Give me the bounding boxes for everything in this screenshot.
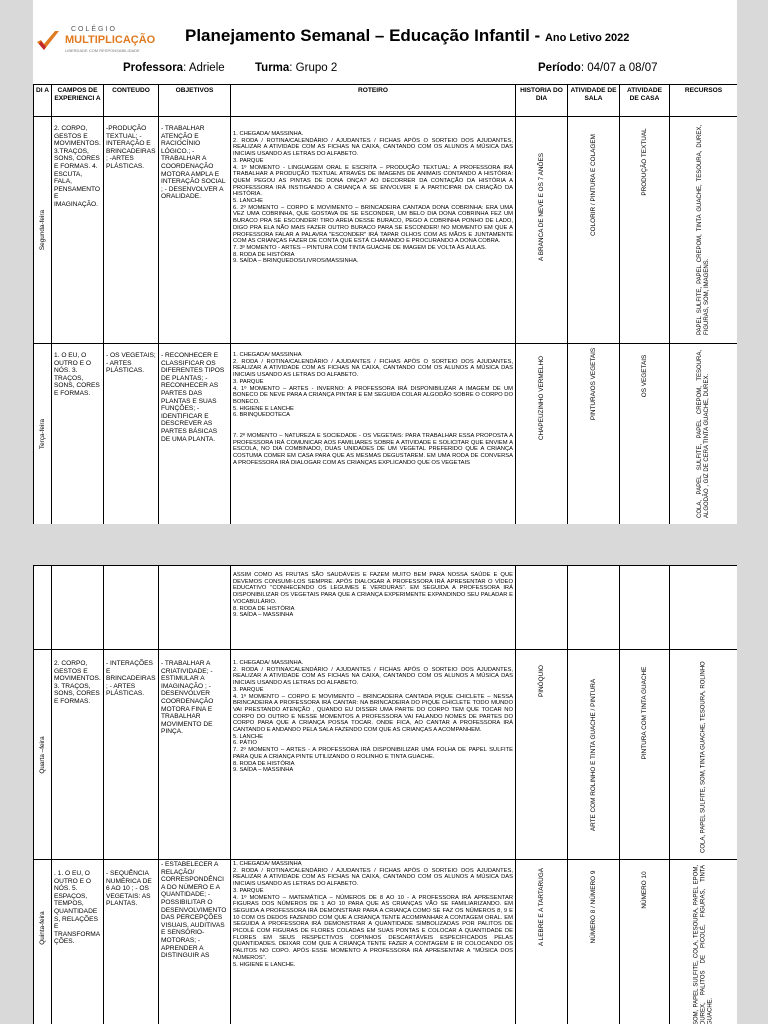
document-page-1 <box>33 0 737 524</box>
roteiro-line: 8. RODA DE HISTÓRIA <box>233 251 295 258</box>
recursos-text: COLA, PAPEL SULFITE, SOM, TINTA GUACHE, TESOURA, ROLINHO <box>700 660 706 853</box>
period-label: Período <box>538 62 581 74</box>
teacher-field <box>123 62 225 74</box>
empty-cell <box>516 566 568 650</box>
roteiro-cell <box>231 566 516 650</box>
casa-cell <box>620 344 670 525</box>
historia-text: CHAPEUZINHO VERMELHO <box>537 355 545 441</box>
roteiro-line: 2. RODA / ROTINA/CALENDÁRIO / AJUDANTES / FICHAS APÓS O SORTEIO DOS AJUDANTES, REALIZAR A ATIVIDADE COM AS FICHAS NA CAIXA, CANTANDO COM OS ALUNOS A MÚSICA DAS INICIAIS USANDO AS LETRAS DO ALFABETO. <box>233 666 513 687</box>
roteiro-line: 5. LANCHE <box>233 733 263 740</box>
plan-table-page-1 <box>33 84 737 524</box>
roteiro-line: 6. 2º MOMENTO – CORPO E MOVIMENTO – BRINCADEIRA CANTADA DONA COBRINHA: ERA UMA VEZ UMA COBRINHA, QUE GOSTAVA DE SE ESCONDER, UM BELO DIA DONA COBRINHA FEZ UM BURACO PRA SE ESCONDER! TIRO AREIA DESSE BURACO, PEGO A COBRINHA PONHO DE LADO, DIGO PRA ELA NÃO MAIS FAZER OUTRO BURACO PARA SE ESCONDER! NO MOMENTO EM QUE A PROFESSORA FALAR A PALAVRA "ESCONDER" IRÁ TAPAR OLHOS COM AS MÃOS E JUNTAMENTE COM AS CRIANÇAS FAZER DE CONTA QUE ESTÁ CHAMANDO E PROCURANDO A DONA COBRA. <box>233 204 513 245</box>
table-row-segunda <box>34 117 738 344</box>
logo-name: MULTIPLICAÇÃO <box>65 34 156 46</box>
conteudo-cell: - INTERAÇÕES E BRINCADEIRAS; - ARTES PLÁSTICAS. <box>104 650 159 860</box>
recursos-cell <box>670 860 738 1024</box>
sala-cell <box>568 650 620 860</box>
recursos-cell <box>670 344 738 525</box>
table-header-row <box>34 85 738 117</box>
historia-cell <box>516 117 568 344</box>
roteiro-cell <box>231 344 516 525</box>
roteiro-line: 4. 1º MOMENTO – ARTES - INVERNO: A PROFESSORA IRÁ DISPONIBILIZAR A IMAGEM DE UM BONECO DE NEVE PARA A CRIANÇA PINTAR E EM SEGUIDA COLAR ALGODÃO SOBRE O CORPO DO BONECO. <box>233 385 513 405</box>
roteiro-line: 5. HIGIENE E LANCHE. <box>233 961 296 968</box>
casa-text: OS VEGETAIS <box>640 355 648 398</box>
period-value: : 04/07 a 08/07 <box>580 62 658 74</box>
col-header: ATIVIDADE DE SALA <box>568 85 620 117</box>
roteiro-line: 9. SAÍDA – MASSINHA <box>233 612 294 619</box>
table-row-terca-continued <box>34 566 738 650</box>
roteiro-line: 6. PÁTIO <box>233 740 257 747</box>
recursos-text: COLA, PAPEL SULFITE, PAPEL CREPOM, TESOURA, ALGODÃO , GIZ DE CERA TINTA GUACHE, DUREX. <box>696 350 710 518</box>
day-cell <box>34 860 52 1024</box>
recursos-cell <box>670 117 738 344</box>
empty-cell <box>670 566 738 650</box>
col-header: OBJETIVOS <box>159 85 231 117</box>
roteiro-line: 4. 1º MOMENTO – MATEMÁTICA – NÚMEROS DE 8 AO 10 - A PROFESSORA IRÁ APRESENTAR FIGURAS DOS NÚMEROS DE 1 AO 10 PARA QUE AS CRIANÇAS VÃO SE FAMILIARIZANDO. EM SEGUIDA A PROFESSORA IRÁ DEMONSTRAR PARA A CRIANÇA COMO SE FAZ OS NÚMEROS 8, 9 E 10 COM OS DEDOS FAZENDO COM QUE A CRIANÇA TENTE ACOMPANHAR A CONTAGEM ORAL. EM SEGUIDA A PROFESSORA IRÁ DEMONSTRAR A QUANTIDADE SIMBOLIZADAS POR PALITOS DE PICOLÉ COM FIGURAS DE FLORES COLADAS EM SUAS PONTAS E COLOCAR A QUANTIDADE DE FLORES EM SEUS RESPECTIVOS COPINHOS DESCARTÁVEIS ESPECIFICADOS PELAS QUANTIDADES. DEIXAR COM QUE A CRIANÇA TENTE FAZER A CONTAGEM E IR COLOCANDO OS PALITOS NO COPO. APÓS ESSE MOMENTO A PROFESSORA IRÁ APRESENTAR A "MÚSICA DOS NÚMEROS". <box>233 894 513 961</box>
historia-cell <box>516 860 568 1024</box>
campos-cell: 2. CORPO, GESTOS E MOVIMENTOS. 3. TRAÇOS, SONS, CORES E FORMAS. <box>52 650 104 860</box>
roteiro-line: 3. PARQUE <box>233 887 264 894</box>
roteiro-line: 3. PARQUE <box>233 686 264 693</box>
class-name: : Grupo 2 <box>289 62 338 74</box>
roteiro-line: 8. RODA DE HISTÓRIA <box>233 605 295 612</box>
period-field <box>538 62 658 74</box>
casa-text: PRODUÇÃO TEXTUAL <box>640 128 648 196</box>
historia-text: PINÓQUIO <box>537 665 545 698</box>
day-label: Terça-feira <box>38 418 46 450</box>
recursos-text: PAPEL SULFITE, PAPEL CREPOM, TINTA GUACHE, TESOURA, DUREX, FIGURAS, SOM, IMAGENS. <box>696 125 710 335</box>
conteudo-cell: - OS VEGETAIS; - ARTES PLÁSTICAS. <box>104 344 159 525</box>
col-header: CAMPOS DE EXPERIENCI A <box>52 85 104 117</box>
roteiro-line: 8. RODA DE HISTÓRIA <box>233 760 295 767</box>
roteiro-line: 2. RODA / ROTINA/CALENDÁRIO / AJUDANTES / FICHAS APÓS O SORTEIO DOS AJUDANTES, REALIZAR A ATIVIDADE COM AS FICHAS NA CAIXA, CANTANDO COM OS ALUNOS A MÚSICA DAS INICIAIS USANDO AS LETRAS DO ALFABETO. <box>233 358 513 379</box>
historia-text: A BRANCA DE NEVE E OS 7 ANÕES <box>537 153 545 262</box>
day-cell <box>34 650 52 860</box>
roteiro-line: 7. 2º MOMENTO – NATUREZA E SOCIEDADE - OS VEGETAIS: PARA TRABALHAR ESSA PROPOSTA A PROFESSORA IRÁ COMUNICAR AOS FAMILIARES SOBRE A ATIVIDADE E SOLICITAR QUE ENVIEM A ESCOLA, NO DIA COMBINADO, DUAS UNIDADES DE UM VEGETAL PREFERIDO QUE A CRIANÇA COSTUMA COMER EM CASA PARA QUE AS MESMAS DEGUSTAREM. EM UMA RODA DE CONVERSA A PROFESSORA IRÁ DIALOGAR COM AS CRIANÇAS EXPLICANDO QUE OS VEGETAIS <box>233 433 513 466</box>
roteiro-line: 2. RODA / ROTINA/CALENDÁRIO / AJUDANTES / FICHAS APÓS O SORTEIO DOS AJUDANTES, REALIZAR A ATIVIDADE COM AS FICHAS NA CAIXA, CANTANDO COM OS ALUNOS A MÚSICA DAS INICIAIS USANDO AS LETRAS DO ALFABETO. <box>233 137 513 158</box>
empty-cell <box>159 566 231 650</box>
table-row-quinta <box>34 860 738 1024</box>
day-cell <box>34 344 52 525</box>
check-logo-icon <box>35 28 61 54</box>
objetivos-cell: - ESTABELECER A RELAÇÃO/ CORRESPONDÊNCIA DO NÚMERO E A QUANTIDADE; - POSSIBILITAR O DESENVOLVIMENTO DAS PERCEPÇÕES VISUAIS, AUDITIVAS E SENSÓRIO-MOTORAS; - APRENDER A DISTINGUIR AS <box>159 860 231 1024</box>
day-label: Quarta –feira <box>38 735 46 774</box>
casa-text: PINTURA COM TINTA GUACHE <box>640 666 648 760</box>
day-label: Segunda-feira <box>38 209 46 251</box>
title-year: Ano Letivo 2022 <box>544 32 630 44</box>
page-title <box>185 26 629 46</box>
col-header: ROTEIRO <box>231 85 516 117</box>
sala-text: ARTE COM ROLINHO E TINTA GUACHE / PINTURA <box>589 678 597 831</box>
roteiro-line: 5. HIGIENE E LANCHE <box>233 405 294 412</box>
casa-cell <box>620 860 670 1024</box>
roteiro-line: 6. BRINQUEDOTECA <box>233 412 291 419</box>
roteiro-line: 1. CHEGADA/ MASSINHA <box>233 861 302 867</box>
roteiro-cell <box>231 117 516 344</box>
sala-text: NÚMERO 8 / NÚMERO 9 <box>589 870 597 944</box>
roteiro-line: 5. LANCHE <box>233 198 263 205</box>
sala-cell <box>568 117 620 344</box>
table-row-terca <box>34 344 738 525</box>
roteiro-line: 9. SAÍDA – BRINQUEDOS/LIVROS/MASSINHA. <box>233 258 359 265</box>
roteiro-line: 1. CHEGADA/ MASSINHA. <box>233 660 304 666</box>
class-label: Turma <box>255 62 290 74</box>
col-header: ATIVIDADE DE CASA <box>620 85 670 117</box>
roteiro-line: 4. 1º MOMENTO - LINGUAGEM ORAL E ESCRITA – PRODUÇÃO TEXTUAL: A PROFESSORA IRÁ TRABALHAR A PRODUÇÃO TEXTUAL ATRAVÉS DE IMAGENS DE ANIMAIS CONTANDO A HISTÓRIA: QUEM PEGOU AS PINTAS DE DONA ONÇA? AO DECORRER DA CONTAÇÃO DA HISTÓRIA A PROFESSORA IRÁ INSTIGANDO A CRIANÇA A SE ENVOLVER E A PARTICIPAR DA CRIAÇÃO DA HISTÓRIA. <box>233 164 513 198</box>
recursos-text: SOM, PAPEL SULFITE, COLA, TESOURA, PAPEL EPOM, DUREX, PALITOS DE PICOLÉ, FIGURAS, TINTA GUACHE. <box>693 864 713 1024</box>
roteiro-line: 9. SAÍDA – MASSINHA <box>233 767 294 774</box>
col-header: DI A <box>34 85 52 117</box>
plan-table-page-2 <box>33 565 737 1024</box>
empty-cell <box>568 566 620 650</box>
logo-tagline: LIBERDADE COM RESPONSABILIDADE <box>65 48 140 53</box>
roteiro-line: 3. PARQUE <box>233 378 264 385</box>
roteiro-line: 1. CHEGADA/ MASSINHA. <box>233 131 304 137</box>
empty-cell <box>34 566 52 650</box>
page-header <box>33 0 737 84</box>
objetivos-cell: - RECONHECER E CLASSIFICAR OS DIFERENTES TIPOS DE PLANTAS; - RECONHECER AS PARTES DAS PLANTAS E SUAS FUNÇÕES; - IDENTIFICAR E DESCREVER AS PARTES BÁSICAS DE UMA PLANTA. <box>159 344 231 525</box>
empty-cell <box>104 566 159 650</box>
campos-cell: . 1. O EU, O OUTRO E O NÓS. 5. ESPAÇOS, TEMPOS, QUANTIDADES, RELAÇÕES E TRANSFORMAÇÕES. <box>52 860 104 1024</box>
roteiro-line: 4. 1º MOMENTO – CORPO E MOVIMENTO – BRINCADEIRA CANTADA PIQUE CHICLETE – NESSA BRINCADEIRA A PROFESSORA IRÁ CANTAR: NA BRINCADEIRA DO PIQUE CHICLETE TODO MUNDO VAI PRESTANDO ATENÇÃO , QUANDO EU DISSER UMA PARTE DO CORPO TEM QUE TOCAR NO CORPO DO OUTRO E NESSE MOMENTOS A PROFESSORA VAI FALANDO NOMES DE PARTES DO CORPO PARA QUE A CRIANÇA POSSA TOCAR. ONDE FICA, AO CANTAR A PROFESSORA IRÁ CANTANDO E ANDANDO PELA SALA FAZENDO COM QUE AS CRIANÇAS A ACOMPANHEM. <box>233 693 513 734</box>
roteiro-line: 1. CHEGADA/ MASSINHA <box>233 352 302 358</box>
col-header: HISTORIA DO DIA <box>516 85 568 117</box>
empty-cell <box>620 566 670 650</box>
sala-cell <box>568 344 620 525</box>
casa-text: NÚMERO 10 <box>640 871 648 910</box>
roteiro-line: 2. RODA / ROTINA/CALENDÁRIO / AJUDANTES / FICHAS APÓS O SORTEIO DOS AJUDANTES, REALIZAR A ATIVIDADE COM AS FICHAS NA CAIXA, CANTANDO COM OS ALUNOS A MÚSICA DAS INICIAIS USANDO AS LETRAS DO ALFABETO. <box>233 867 513 888</box>
document-page-2 <box>33 565 737 1024</box>
conteudo-cell: - SEQUÊNCIA NUMÉRICA DE 6 AO 10 ; - OS VEGETAIS: AS PLANTAS. <box>104 860 159 1024</box>
roteiro-line: ASSIM COMO AS FRUTAS SÃO SAUDÁVEIS E FAZEM MUITO BEM PARA NOSSA SAÚDE E QUE DEVEMOS CONSUMI-LOS SEMPRE. APÓS DIALOGAR A PROFESSORA IRÁ APRESENTAR O VÍDEO EDUCATIVO "CONHECENDO OS LEGUMES E VERDURAS". EM SEGUIDA A PROFESSORA IRÁ DISPONIBILIZAR OS VEGETAIS PARA QUE A CRIANÇA EXPERIMENTE EXPANDINDO SEU PALADAR E VOCABULÁRIO. <box>233 572 513 605</box>
sala-text: PINTURA/OS VEGETAIS <box>589 347 597 420</box>
table-row-quarta <box>34 650 738 860</box>
teacher-name: : Adriele <box>183 62 225 74</box>
roteiro-line: 7. 2º MOMENTO – ARTES - A PROFESSORA IRÁ DISPONIBILIZAR UMA FOLHA DE PAPEL SULFITE PARA QUE A CRIANÇA PINTE UTILIZANDO O ROLINHO E TINTA GUACHE. <box>233 747 513 760</box>
school-logo <box>33 26 156 60</box>
casa-cell <box>620 650 670 860</box>
class-field <box>255 62 337 74</box>
sala-cell <box>568 860 620 1024</box>
historia-cell <box>516 650 568 860</box>
col-header: RECURSOS <box>670 85 738 117</box>
casa-cell <box>620 117 670 344</box>
historia-text: A LEBRE E A TARTARUGA <box>537 868 545 947</box>
day-label: Quinta-feira <box>38 910 46 945</box>
objetivos-cell: - TRABALHAR A CRIATIVIDADE; - ESTIMULAR A IMAGINAÇÃO ; - DESENVOLVER COORDENAÇÃO MOTORA FINA E TRABALHAR MOVIMENTO DE PINÇA. <box>159 650 231 860</box>
col-header: CONTEUDO <box>104 85 159 117</box>
sala-text: COLORIR / PINTURA E COLAGEM <box>589 133 597 236</box>
recursos-cell <box>670 650 738 860</box>
roteiro-line: 3. PARQUE <box>233 157 264 164</box>
campos-cell: 1. O EU, O OUTRO E O NÓS. 3. TRAÇOS, SONS, CORES E FORMAS. <box>52 344 104 525</box>
roteiro-cell <box>231 860 516 1024</box>
day-cell <box>34 117 52 344</box>
historia-cell <box>516 344 568 525</box>
empty-cell <box>52 566 104 650</box>
campos-cell: 2. CORPO, GESTOS E MOVIMENTOS. 3.TRAÇOS, SONS, CORES E FORMAS. 4. ESCUTA, FALA, PENSAMENTO E IMAGINAÇÃO. <box>52 117 104 344</box>
title-text: Planejamento Semanal – Educação Infantil - <box>185 26 541 45</box>
logo-top-text: COLÉGIO <box>71 26 117 33</box>
objetivos-cell: - TRABALHAR ATENÇÃO E RACIOCÍNIO LÓGICO.; -TRABALHAR A COORDENAÇÃO MOTORA AMPLA E INTERAÇÃO SOCIAL ; - DESENVOLVER A ORALIDADE. <box>159 117 231 344</box>
conteudo-cell: -PRODUÇÃO TEXTUAL; - INTERAÇÃO E BRINCADEIRAS; -ARTES PLÁSTICAS. <box>104 117 159 344</box>
roteiro-cell <box>231 650 516 860</box>
teacher-label: Professora <box>123 62 184 74</box>
roteiro-line: 7. 3º MOMENTO - ARTES – PINTURA COM TINTA GUACHE DE IMAGEM DE VOLTA ÀS AULAS. <box>233 244 487 251</box>
